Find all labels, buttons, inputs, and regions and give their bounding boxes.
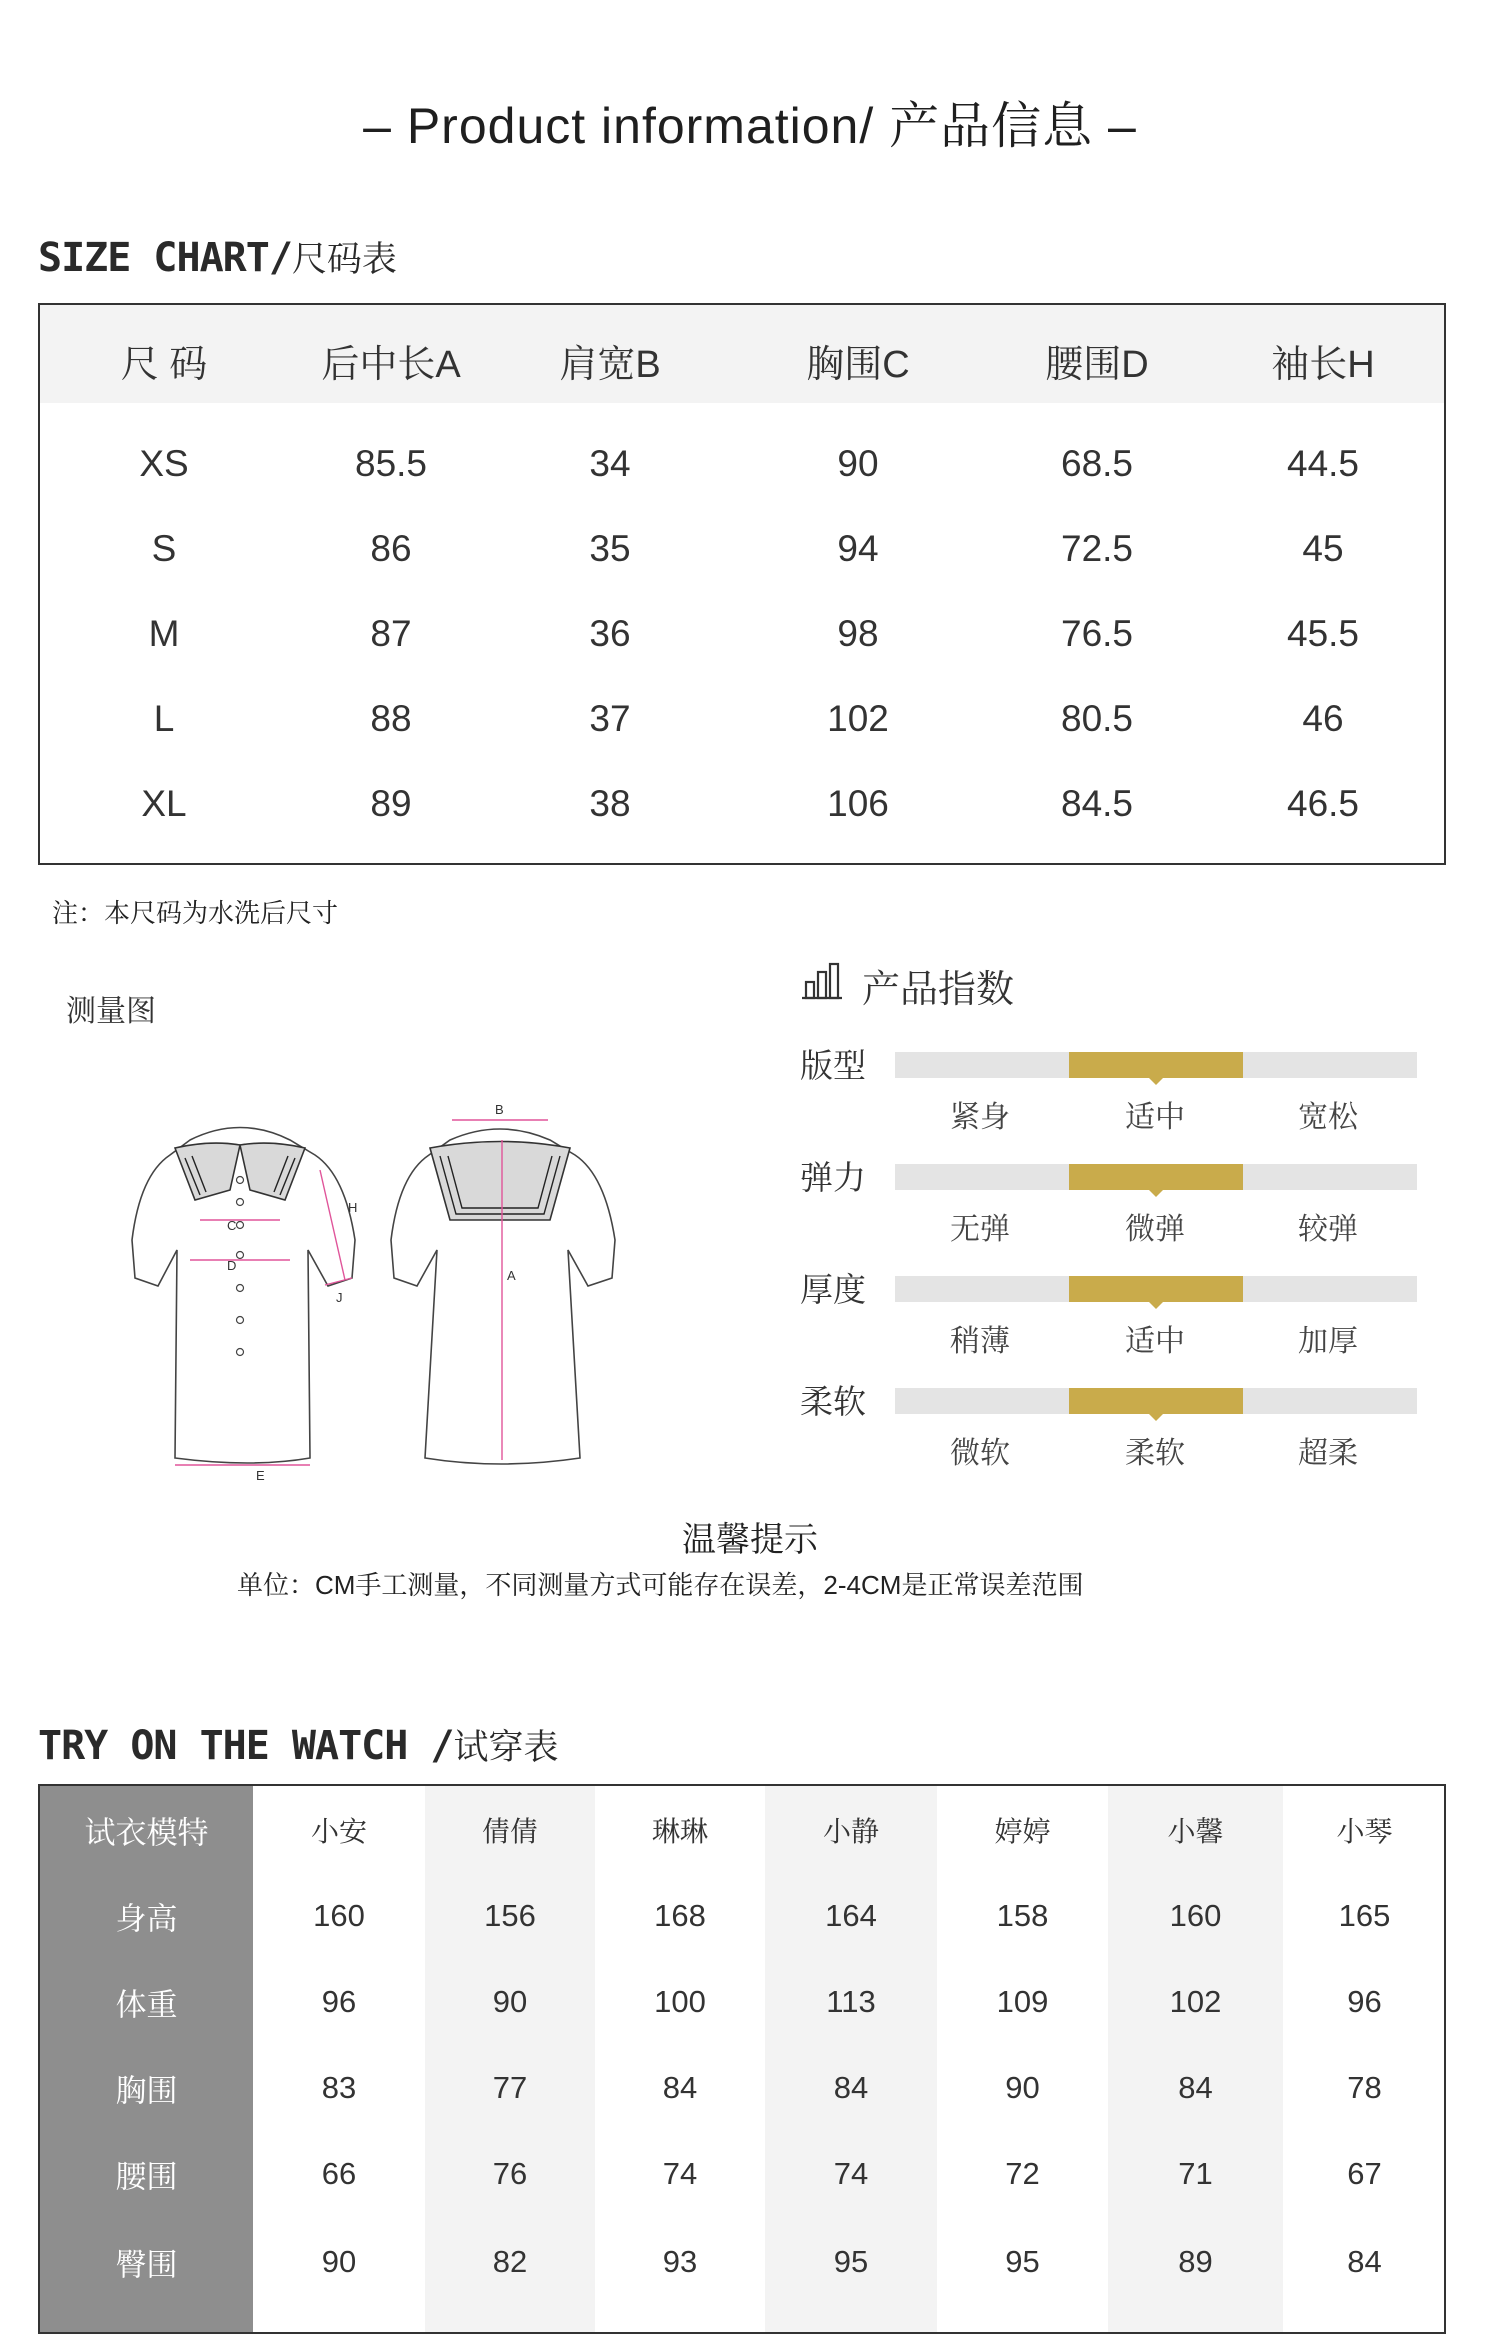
- try-on-value: 77: [492, 2070, 528, 2105]
- diagram-label: 测量图: [66, 995, 156, 1028]
- try-on-value: 95: [833, 2244, 869, 2279]
- size-chart-row: [40, 775, 1444, 835]
- index-option: 柔软: [1125, 1437, 1185, 1470]
- try-on-value: 82: [492, 2244, 528, 2279]
- size-chart-cell: S: [151, 528, 177, 569]
- tips-text: 单位：CM手工测量，不同测量方式可能存在误差，2-4CM是正常误差范围: [237, 1570, 1084, 1600]
- size-chart-cell: 37: [589, 698, 631, 739]
- size-chart-cell: L: [153, 698, 175, 739]
- try-on-row-label: 胸围: [115, 2073, 178, 2109]
- try-on-value: 74: [833, 2156, 869, 2191]
- size-chart-cell: 34: [589, 443, 631, 484]
- try-on-value: 113: [826, 1984, 876, 2019]
- size-chart-cell: 76.5: [1060, 613, 1134, 654]
- size-chart-cell: M: [148, 613, 180, 654]
- try-on-value: 164: [825, 1898, 877, 1933]
- size-note: 注：本尺码为水洗后尺寸: [52, 898, 339, 928]
- try-on-model-name: 小安: [310, 1816, 368, 1847]
- mark-d: D: [227, 1258, 237, 1273]
- try-on-value: 90: [1005, 2070, 1040, 2105]
- index-title: 产品指数: [862, 969, 1015, 1011]
- size-header-cell: 腰围D: [1045, 344, 1149, 386]
- size-chart-cell: 35: [589, 528, 631, 569]
- size-chart-title-en: SIZE CHART/: [38, 235, 292, 281]
- index-option: 微软: [950, 1437, 1010, 1470]
- size-chart-cell: XL: [141, 783, 187, 824]
- size-chart-cell: 80.5: [1060, 698, 1134, 739]
- try-on-model-name: 小静: [822, 1816, 880, 1847]
- try-on-model-name: 倩倩: [481, 1816, 539, 1847]
- try-on-title-cn: 试穿表: [453, 1728, 559, 1767]
- try-on-value: 158: [996, 1898, 1049, 1933]
- size-chart-cell: 84.5: [1060, 783, 1134, 824]
- size-chart-title-cn: 尺码表: [291, 240, 397, 279]
- try-on-model-name: 小琴: [1336, 1816, 1393, 1847]
- size-chart-header-row: [40, 305, 1444, 403]
- size-chart-table: [38, 303, 1446, 865]
- size-chart-cell: 72.5: [1060, 528, 1134, 569]
- try-on-model-name: 小馨: [1167, 1816, 1224, 1847]
- index-bar: [895, 1164, 1417, 1190]
- try-on-value: 90: [492, 1984, 528, 2019]
- try-on-value: 78: [1347, 2070, 1382, 2105]
- size-chart-row: [40, 520, 1444, 580]
- try-on-row-label: 试衣模特: [84, 1815, 209, 1851]
- try-on-value: 83: [321, 2070, 357, 2105]
- index-option: 紧身: [950, 1101, 1010, 1134]
- size-chart-cell: 102: [827, 698, 889, 739]
- try-on-value: 71: [1178, 2156, 1213, 2191]
- index-option: 加厚: [1298, 1325, 1358, 1358]
- size-chart-cell: 46: [1302, 698, 1344, 739]
- size-chart-cell: 94: [837, 528, 879, 569]
- index-selected-segment: [1069, 1388, 1243, 1414]
- size-chart-cell: 106: [827, 783, 889, 824]
- try-on-value: 84: [833, 2070, 869, 2105]
- try-on-value: 160: [1169, 1898, 1222, 1933]
- index-option: 适中: [1125, 1101, 1185, 1134]
- size-chart-row: [40, 690, 1444, 750]
- index-option: 超柔: [1298, 1437, 1358, 1470]
- try-on-value: 90: [321, 2244, 357, 2279]
- try-on-value: 102: [1169, 1984, 1222, 2019]
- mark-e: E: [256, 1468, 265, 1483]
- try-on-value: 96: [321, 1984, 357, 2019]
- try-on-value: 66: [321, 2156, 357, 2191]
- try-on-value: 165: [1338, 1898, 1391, 1933]
- page-title: – Product information/ 产品信息 –: [363, 98, 1137, 154]
- try-on-value: 67: [1347, 2156, 1382, 2191]
- size-header-cell: 肩宽B: [559, 344, 661, 386]
- size-header-cell: 袖长H: [1271, 344, 1375, 386]
- size-header-cell: 后中长A: [321, 344, 461, 386]
- size-header-cell: 胸围C: [806, 344, 910, 386]
- size-chart-cell: 85.5: [354, 443, 428, 484]
- size-header-cell: 尺 码: [120, 344, 208, 386]
- bar-chart-icon: [800, 962, 844, 1000]
- try-on-value: 93: [662, 2244, 698, 2279]
- mark-h: H: [348, 1200, 358, 1215]
- mark-j: J: [336, 1290, 343, 1305]
- size-chart-cell: 98: [837, 613, 879, 654]
- mark-b: B: [495, 1102, 504, 1117]
- try-on-model-name: 琳琳: [651, 1816, 709, 1847]
- size-chart-cell: 38: [589, 783, 631, 824]
- tips-title: 温馨提示: [682, 1521, 818, 1559]
- try-on-row-label: 臀围: [115, 2247, 178, 2283]
- size-chart-cell: 45: [1302, 528, 1344, 569]
- index-label: 弹力: [800, 1159, 866, 1196]
- index-bar: [895, 1052, 1417, 1078]
- try-on-row-label: 体重: [115, 1987, 178, 2023]
- index-option: 适中: [1125, 1325, 1185, 1358]
- try-on-row-label: 身高: [115, 1901, 178, 1937]
- try-on-value: 168: [654, 1898, 706, 1933]
- size-chart-cell: 44.5: [1286, 443, 1360, 484]
- mark-c: C: [227, 1218, 237, 1233]
- size-chart-cell: XS: [139, 443, 189, 484]
- try-on-title: [38, 1720, 559, 1770]
- index-label: 版型: [800, 1047, 866, 1084]
- size-chart-cell: 46.5: [1286, 783, 1360, 824]
- index-bar: [895, 1276, 1417, 1302]
- size-chart-title: [38, 232, 397, 282]
- index-selected-segment: [1069, 1164, 1243, 1190]
- size-chart-cell: 88: [370, 698, 412, 739]
- try-on-value: 109: [996, 1984, 1049, 2019]
- try-on-row-label: 腰围: [115, 2159, 178, 2195]
- size-chart-cell: 87: [370, 613, 412, 654]
- try-on-value: 72: [1005, 2156, 1040, 2191]
- index-option: 微弹: [1125, 1213, 1185, 1246]
- try-on-value: 95: [1005, 2244, 1040, 2279]
- index-option: 宽松: [1298, 1101, 1358, 1134]
- try-on-value: 96: [1347, 1984, 1382, 2019]
- measurement-diagram: [130, 1080, 630, 1483]
- try-on-value: 84: [1347, 2244, 1382, 2279]
- try-on-model-name: 婷婷: [994, 1816, 1051, 1847]
- index-selected-segment: [1069, 1276, 1243, 1302]
- index-option: 稍薄: [950, 1325, 1010, 1358]
- size-chart-cell: 45.5: [1286, 613, 1360, 654]
- size-chart-cell: 89: [370, 783, 412, 824]
- size-chart-cell: 36: [589, 613, 631, 654]
- index-label: 柔软: [800, 1383, 866, 1420]
- mark-a: A: [507, 1268, 516, 1283]
- try-on-value: 84: [662, 2070, 698, 2105]
- try-on-value: 89: [1178, 2244, 1213, 2279]
- try-on-value: 100: [654, 1984, 706, 2019]
- size-chart-cell: 68.5: [1060, 443, 1134, 484]
- index-selected-segment: [1069, 1052, 1243, 1078]
- index-option: 较弹: [1298, 1213, 1358, 1246]
- try-on-value: 74: [662, 2156, 698, 2191]
- index-label: 厚度: [800, 1271, 866, 1308]
- try-on-value: 160: [313, 1898, 365, 1933]
- size-chart-row: [40, 605, 1444, 665]
- try-on-title-en: TRY ON THE WATCH /: [38, 1723, 454, 1769]
- size-chart-row: [40, 435, 1444, 495]
- try-on-value: 156: [484, 1898, 536, 1933]
- index-option: 无弹: [950, 1213, 1010, 1246]
- size-chart-cell: 86: [370, 528, 412, 569]
- size-chart-cell: 90: [837, 443, 879, 484]
- index-bar: [895, 1388, 1417, 1414]
- try-on-value: 84: [1178, 2070, 1213, 2105]
- try-on-table: [38, 1784, 1446, 2334]
- try-on-value: 76: [492, 2156, 528, 2191]
